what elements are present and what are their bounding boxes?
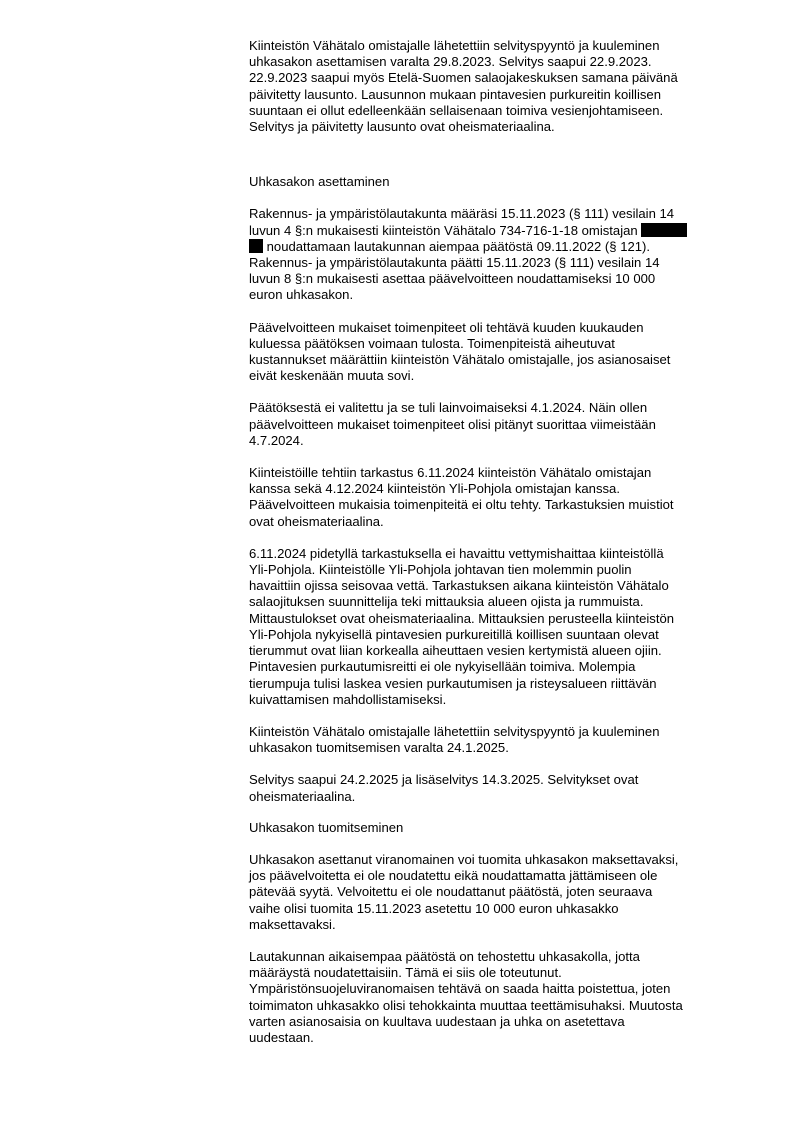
text-line: suuntaan ei ollut edelleenkään sellaisenaan toimiva vesienjohtamiseen. (249, 102, 664, 118)
text-line: uhkasakon tuomitsemisen varalta 24.1.2025. (249, 740, 509, 756)
text-line: Päätöksestä ei valitettu ja se tuli lainvoimaiseksi 4.1.2024. Näin ollen (249, 400, 648, 416)
text-line: havaittiin ojissa seisovaa vettä. Tarkastuksen aikana kiinteistön Vähätalo (249, 578, 669, 594)
text-line: Uhkasakon asettanut viranomainen voi tuomita uhkasakon maksettavaksi, (249, 851, 679, 867)
text-line: Selvitys saapui 24.2.2025 ja lisäselvitys 14.3.2025. Selvitykset ovat (249, 772, 639, 788)
text-line: 22.9.2023 saapui myös Etelä-Suomen salaojakeskuksen samana päivänä (249, 70, 678, 86)
text-line: Kiinteistön Vähätalo omistajalle lähetettiin selvityspyyntö ja kuuleminen (249, 38, 660, 53)
text-line: kuivattamisen mahdollistamiseksi. (249, 691, 447, 707)
section-heading-uhkasakon-asettaminen: Uhkasakon asettaminen (249, 174, 390, 190)
paragraph-main-obligation (249, 320, 749, 385)
text-line: ovat oheismateriaalina. (249, 513, 384, 529)
paragraph-inspection-findings (249, 546, 749, 708)
text-line: Päävelvoitteen mukaisia toimenpiteitä ei oltu tehty. Tarkastuksien muistiot (249, 497, 674, 513)
redaction-block (641, 223, 687, 237)
text-line: päävelvoitteen mukaiset toimenpiteet olisi pitänyt suorittaa viimeistään (249, 416, 656, 432)
text-line: Yli-Pohjola. Kiinteistölle Yli-Pohjola johtavan tien molemmin puolin (249, 562, 632, 578)
section-heading-uhkasakon-tuomitseminen: Uhkasakon tuomitseminen (249, 819, 404, 835)
text-line: pätevää syytä. Velvoitettu ei ole noudattanut päätöstä, joten seuraava (249, 884, 653, 900)
text-line: oheismateriaalina. (249, 788, 356, 804)
text-line: varten asianosaisia on kuultava uudestaan ja uhka on asetettava (249, 1013, 625, 1029)
text-line: Rakennus- ja ympäristölautakunta päätti 15.11.2023 (§ 111) vesilain 14 (249, 255, 660, 271)
text-line: Lautakunnan aikaisempaa päätöstä on tehostettu uhkasakolla, jotta (249, 948, 640, 964)
text-line: Päävelvoitteen mukaiset toimenpiteet oli tehtävä kuuden kuukauden (249, 319, 644, 335)
text-line: salaojituksen suunnittelija teki mittauksia alueen ojista ja rummuista. (249, 594, 644, 610)
paragraph-enforcement-change (249, 949, 749, 1046)
text-line: toimimaton uhkasakko olisi tehokkainta muuttaa teettämisuhaksi. Muutosta (249, 997, 683, 1013)
paragraph-second-hearing (249, 724, 749, 756)
paragraph-responses (249, 772, 749, 804)
paragraph-hearing-request (249, 38, 749, 135)
text-line: määräystä noudatettaisiin. Tämä ei siis ole toteutunut. (249, 965, 562, 981)
text-line: euron uhkasakon. (249, 287, 354, 303)
text-line: kanssa sekä 4.12.2024 kiinteistön Yli-Pohjola omistajan kanssa. (249, 481, 620, 497)
paragraph-penalty-imposition (249, 852, 749, 933)
text-segment: luvun 4 §:n mukaisesti kiinteistön Vähätalo 734-716-1-18 omistajan (249, 222, 638, 238)
text-line: uhkasakon asettamisen varalta 29.8.2023. Selvitys saapui 22.9.2023. (249, 54, 652, 70)
text-line: Rakennus- ja ympäristölautakunta määräsi 15.11.2023 (§ 111) vesilain 14 (249, 206, 675, 222)
document-page (249, 38, 749, 1046)
text-line: 6.11.2024 pidetyllä tarkastuksella ei havaittu vettymishaittaa kiinteistöllä (249, 545, 664, 561)
text-line: Mittaustulokset ovat oheismateriaalina. Mittauksien perusteella kiinteistön (249, 610, 675, 626)
text-line: Pintavesien purkautumisreitti ei ole nykyisellään toimiva. Molempia (249, 659, 636, 675)
text-line: 4.7.2024. (249, 432, 304, 448)
text-line: kustannukset määrättiin kiinteistön Vähätalo omistajalle, jos asianosaiset (249, 352, 671, 368)
text-line: vaihe olisi tuomita 15.11.2023 asetettu 10 000 euron uhkasakko (249, 900, 619, 916)
text-line: jos päävelvoitetta ei ole noudatettu eikä noudattamatta jättämiseen ole (249, 868, 658, 884)
text-line: kuluessa päätöksen voimaan tulosta. Toimenpiteistä aiheutuvat (249, 335, 615, 351)
redaction-block (249, 239, 263, 253)
text-line: maksettavaksi. (249, 916, 336, 932)
paragraph-legal-force (249, 400, 749, 449)
text-line: tierumpuja tulisi laskea vesien purkautumisen ja risteysalueen riittävän (249, 675, 657, 691)
text-line: Kiinteistön Vähätalo omistajalle lähetettiin selvityspyyntö ja kuuleminen (249, 723, 660, 739)
paragraph-board-order (249, 206, 749, 303)
text-line: Selvitys ja päivitetty lausunto ovat oheismateriaalina. (249, 119, 555, 135)
text-line: Ympäristönsuojeluviranomaisen tehtävä on saada haitta poistettua, joten (249, 981, 671, 997)
text-line: eivät keskenään muuta sovi. (249, 368, 415, 384)
text-line: tierummut ovat liian korkealla aiheuttaen vesien kertymistä alueen ojiin. (249, 643, 662, 659)
text-line: Kiinteistöille tehtiin tarkastus 6.11.2024 kiinteistön Vähätalo omistajan (249, 465, 652, 481)
text-line: uudestaan. (249, 1029, 314, 1045)
text-line: päivitetty lausunto. Lausunnon mukaan pintavesien purkureitin koillisen (249, 86, 661, 102)
text-line (249, 239, 749, 255)
text-segment: noudattamaan lautakunnan aiempaa päätöstä 09.11.2022 (§ 121). (266, 238, 651, 254)
paragraph-inspections (249, 465, 749, 530)
text-line: Yli-Pohjola nykyisellä pintavesien purkureitillä koillisen suuntaan olevat (249, 626, 659, 642)
text-line (249, 223, 749, 239)
text-line: luvun 8 §:n mukaisesti asettaa päävelvoitteen noudattamiseksi 10 000 (249, 271, 656, 287)
